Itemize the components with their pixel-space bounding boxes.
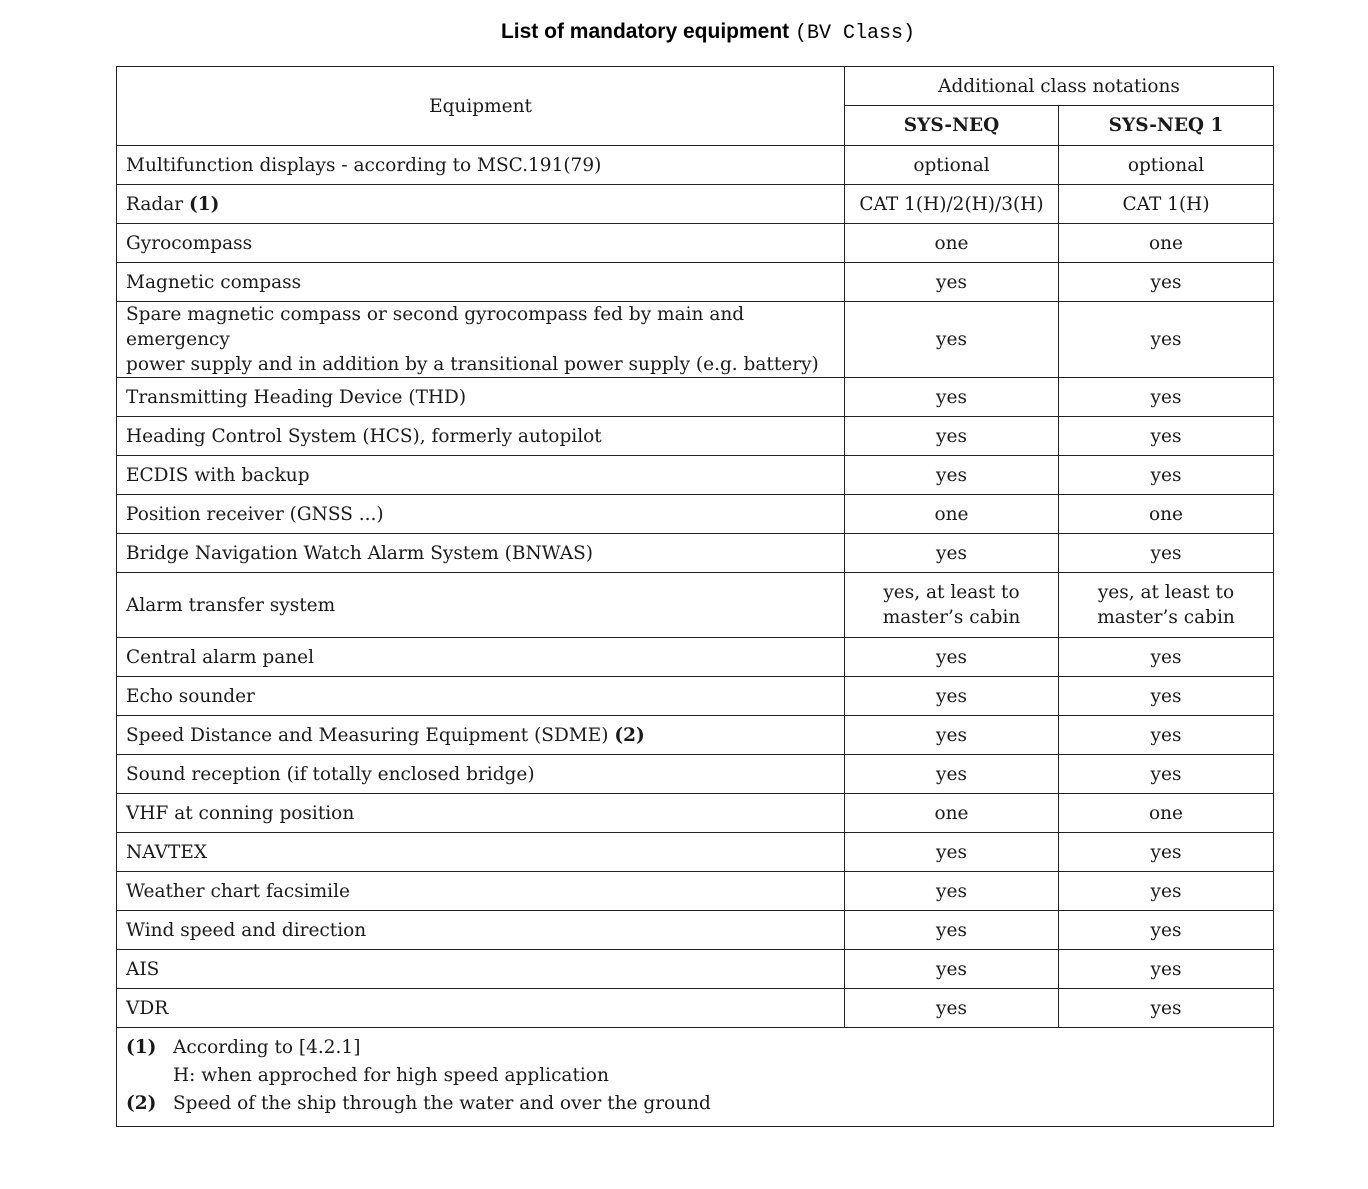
table-row bbox=[117, 495, 1274, 534]
equipment-name: Transmitting Heading Device (THD) bbox=[117, 378, 845, 417]
sys-neq-value: yes bbox=[845, 989, 1059, 1028]
sys-neq-value: optional bbox=[845, 146, 1059, 185]
footnote-1-continued: H: when approched for high speed application bbox=[173, 1065, 609, 1086]
sys-neq-value: yes bbox=[845, 456, 1059, 495]
table-row bbox=[117, 146, 1274, 185]
equipment-name: Heading Control System (HCS), formerly autopilot bbox=[117, 417, 845, 456]
sys-neq-value: yes bbox=[845, 716, 1059, 755]
equipment-name: Multifunction displays - according to MSC.191(79) bbox=[117, 146, 845, 185]
sys-neq-1-value: yes, at least to master’s cabin bbox=[1059, 573, 1274, 638]
page-title bbox=[0, 20, 1368, 45]
equipment-name: VHF at conning position bbox=[117, 794, 845, 833]
equipment-name: Central alarm panel bbox=[117, 638, 845, 677]
equipment-name: Spare magnetic compass or second gyrocompass fed by main and emergency power supply and in addition by a transitional power supply (e.g. battery) bbox=[117, 302, 845, 378]
equipment-name: Gyrocompass bbox=[117, 224, 845, 263]
equipment-name: Sound reception (if totally enclosed bridge) bbox=[117, 755, 845, 794]
sys-neq-1-value: yes bbox=[1059, 716, 1274, 755]
sys-neq-value: yes bbox=[845, 417, 1059, 456]
sys-neq-value: yes bbox=[845, 534, 1059, 573]
sys-neq-value: yes, at least to master’s cabin bbox=[845, 573, 1059, 638]
sys-neq-value: yes bbox=[845, 950, 1059, 989]
sys-neq-value: yes bbox=[845, 833, 1059, 872]
table-row bbox=[117, 677, 1274, 716]
equipment-name: ECDIS with backup bbox=[117, 456, 845, 495]
sys-neq-value: yes bbox=[845, 302, 1059, 378]
footnote-2: (2) Speed of the ship through the water and over the ground bbox=[126, 1093, 711, 1114]
table-row bbox=[117, 185, 1274, 224]
sys-neq-value: one bbox=[845, 794, 1059, 833]
notes-cell bbox=[117, 1028, 1274, 1127]
sys-neq-1-value: yes bbox=[1059, 833, 1274, 872]
table-row bbox=[117, 989, 1274, 1028]
equipment-name: Speed Distance and Measuring Equipment (SDME) (2) bbox=[117, 716, 845, 755]
equipment-name: Radar (1) bbox=[117, 185, 845, 224]
sys-neq-1-value: optional bbox=[1059, 146, 1274, 185]
table-row bbox=[117, 833, 1274, 872]
table-row bbox=[117, 716, 1274, 755]
table-row bbox=[117, 302, 1274, 378]
equipment-name: Magnetic compass bbox=[117, 263, 845, 302]
sys-neq-1-value: yes bbox=[1059, 378, 1274, 417]
equipment-name: Weather chart facsimile bbox=[117, 872, 845, 911]
sys-neq-value: one bbox=[845, 495, 1059, 534]
table-row bbox=[117, 378, 1274, 417]
equipment-name: Position receiver (GNSS ...) bbox=[117, 495, 845, 534]
sys-neq-1-value: yes bbox=[1059, 534, 1274, 573]
sys-neq-value: yes bbox=[845, 872, 1059, 911]
sys-neq-1-value: one bbox=[1059, 495, 1274, 534]
table-row bbox=[117, 638, 1274, 677]
sys-neq-1-value: yes bbox=[1059, 755, 1274, 794]
equipment-name: Wind speed and direction bbox=[117, 911, 845, 950]
sys-neq-1-value: yes bbox=[1059, 677, 1274, 716]
table-row bbox=[117, 224, 1274, 263]
title-sub: (BV Class) bbox=[795, 22, 916, 45]
equipment-table bbox=[116, 66, 1274, 1127]
table-row bbox=[117, 755, 1274, 794]
equipment-name: Bridge Navigation Watch Alarm System (BNWAS) bbox=[117, 534, 845, 573]
notes-row bbox=[117, 1028, 1274, 1127]
table-row bbox=[117, 872, 1274, 911]
footnote-ref: (2) bbox=[614, 724, 645, 746]
table-row bbox=[117, 950, 1274, 989]
table-row bbox=[117, 263, 1274, 302]
sys-neq-1-value: CAT 1(H) bbox=[1059, 185, 1274, 224]
sys-neq-1-value: one bbox=[1059, 224, 1274, 263]
sys-neq-value: yes bbox=[845, 755, 1059, 794]
sys-neq-1-value: yes bbox=[1059, 638, 1274, 677]
sys-neq-1-value: yes bbox=[1059, 417, 1274, 456]
equipment-name: AIS bbox=[117, 950, 845, 989]
footnote-ref: (1) bbox=[189, 193, 220, 215]
sys-neq-value: CAT 1(H)/2(H)/3(H) bbox=[845, 185, 1059, 224]
sys-neq-value: yes bbox=[845, 263, 1059, 302]
sys-neq-1-value: yes bbox=[1059, 263, 1274, 302]
header-class-notations: Additional class notations bbox=[845, 67, 1274, 106]
sys-neq-1-value: yes bbox=[1059, 989, 1274, 1028]
sys-neq-1-value: yes bbox=[1059, 911, 1274, 950]
sys-neq-1-value: yes bbox=[1059, 950, 1274, 989]
table-row bbox=[117, 911, 1274, 950]
sys-neq-1-value: one bbox=[1059, 794, 1274, 833]
header-equipment: Equipment bbox=[117, 67, 845, 146]
header-sys-neq: SYS-NEQ bbox=[845, 106, 1059, 146]
footnote-1: (1) According to [4.2.1] bbox=[126, 1037, 361, 1058]
table-row bbox=[117, 573, 1274, 638]
table-row bbox=[117, 794, 1274, 833]
table-row bbox=[117, 534, 1274, 573]
header-row bbox=[117, 67, 1274, 106]
sys-neq-1-value: yes bbox=[1059, 456, 1274, 495]
sys-neq-value: yes bbox=[845, 638, 1059, 677]
equipment-name: NAVTEX bbox=[117, 833, 845, 872]
table-row bbox=[117, 456, 1274, 495]
sys-neq-value: yes bbox=[845, 378, 1059, 417]
equipment-name: Alarm transfer system bbox=[117, 573, 845, 638]
title-main: List of mandatory equipment bbox=[500, 20, 790, 43]
sys-neq-value: yes bbox=[845, 911, 1059, 950]
sys-neq-value: yes bbox=[845, 677, 1059, 716]
sys-neq-1-value: yes bbox=[1059, 302, 1274, 378]
equipment-name: Echo sounder bbox=[117, 677, 845, 716]
table-row bbox=[117, 417, 1274, 456]
sys-neq-1-value: yes bbox=[1059, 872, 1274, 911]
header-sys-neq-1: SYS-NEQ 1 bbox=[1059, 106, 1274, 146]
sys-neq-value: one bbox=[845, 224, 1059, 263]
equipment-name: VDR bbox=[117, 989, 845, 1028]
